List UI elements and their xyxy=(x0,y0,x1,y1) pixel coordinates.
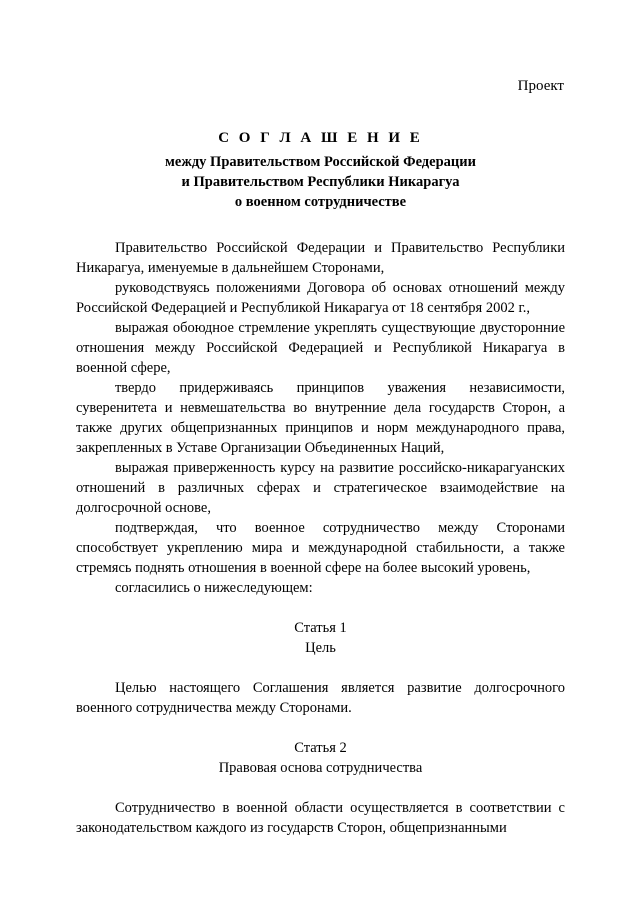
subtitle-line-2: и Правительством Республики Никарагуа xyxy=(181,174,460,190)
preamble-paragraph-2: руководствуясь положениями Договора об основах отношений между Российской Федерацией и Республикой Никарагуа от 18 сентября 2002 г., xyxy=(76,280,565,316)
title-block xyxy=(76,128,565,212)
subtitle-line-1: между Правительством Российской Федерации xyxy=(165,154,476,170)
article-1-number: Статья 1 xyxy=(294,620,347,636)
document-title: С О Г Л А Ш Е Н И Е xyxy=(218,130,423,146)
subtitle-line-3: о военном сотрудничестве xyxy=(234,194,407,210)
preamble-paragraph-3: выражая обоюдное стремление укреплять существующие двусторонние отношения между Российской Федерацией и Республикой Никарагуа в военной сфере, xyxy=(76,320,565,376)
article-2-number: Статья 2 xyxy=(294,740,347,756)
preamble-paragraph-1: Правительство Российской Федерации и Правительство Республики Никарагуа, именуемые в дальнейшем Сторонами, xyxy=(76,240,565,276)
document-body xyxy=(76,238,565,838)
preamble-paragraph-4: твердо придерживаясь принципов уважения независимости, суверенитета и невмешательства во внутренние дела государств Сторон, а также других общепризнанных принципов и норм международного права, закрепленных в Уставе Организации Объединенных Наций, xyxy=(76,380,565,456)
draft-status-label: Проект xyxy=(517,78,564,94)
article-1-heading: Цель xyxy=(305,640,336,656)
article-1-text: Целью настоящего Соглашения является развитие долгосрочного военного сотрудничества между Сторонами. xyxy=(76,680,565,716)
preamble-paragraph-5: выражая приверженность курсу на развитие российско-никарагуанских отношений в различных сферах и стратегическое взаимодействие на долгосрочной основе, xyxy=(76,460,565,516)
preamble-paragraph-7: согласились о нижеследующем: xyxy=(115,580,313,596)
article-2-heading: Правовая основа сотрудничества xyxy=(218,760,423,776)
article-2-text: Сотрудничество в военной области осуществляется в соответствии с законодательством каждого из государств Сторон, общепризнанными xyxy=(76,800,565,836)
preamble-paragraph-6: подтверждая, что военное сотрудничество между Сторонами способствует укреплению мира и международной стабильности, а также стремясь поднять отношения в военной сфере на более высокий уровень, xyxy=(76,520,565,576)
